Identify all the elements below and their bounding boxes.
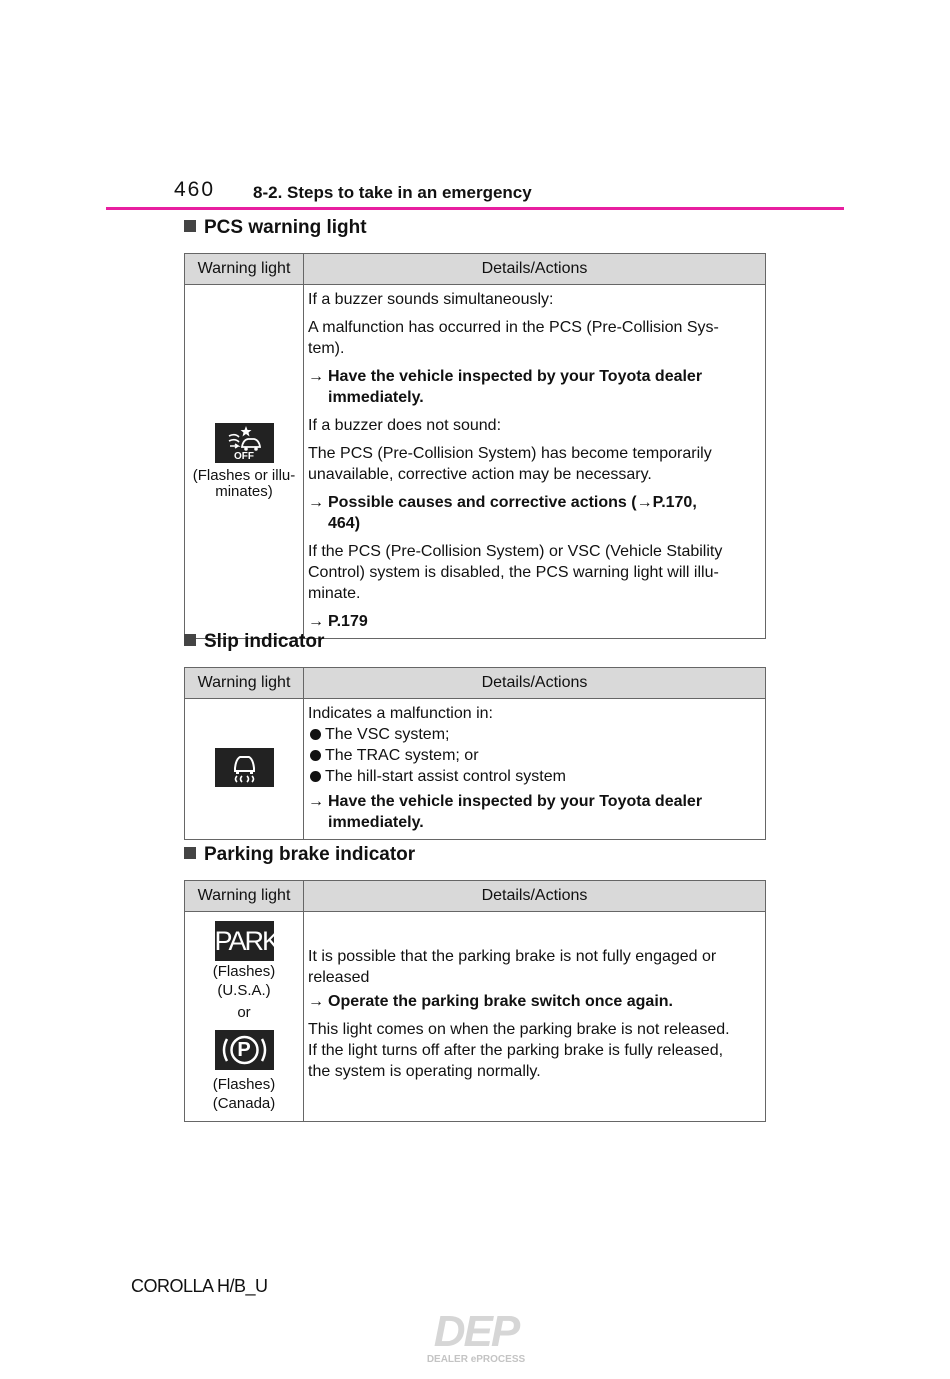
parking-line-1: It is possible that the parking brake is not fully engaged or released [308, 948, 717, 986]
pcs-line-2: A malfunction has occurred in the PCS (Pre-Collision Sys- tem). [308, 319, 719, 357]
svg-text:DEALER ePROCESS: DEALER ePROCESS [426, 1354, 526, 1365]
pcs-details [304, 285, 766, 639]
col-details: Details/Actions [304, 881, 766, 912]
slip-bullet: The VSC system; [308, 724, 761, 745]
parking-details [304, 912, 766, 1122]
parking-icon-cell [185, 912, 304, 1122]
parking-line-2: This light comes on when the parking brake is not released. If the light turns off after the parking brake is fully released, the system is operating normally. [308, 1021, 730, 1080]
parking-brake-p-icon: P [215, 1030, 274, 1070]
pcs-icon-caption: (Flashes or illu- minates) [192, 467, 296, 500]
pcs-line-3: If a buzzer does not sound: [308, 417, 502, 434]
page-ref-link[interactable]: P.170, [652, 494, 697, 511]
page-ref-link[interactable]: P.179 [328, 613, 368, 630]
arrow-icon: → [308, 793, 324, 810]
pcs-action-1: → Have the vehicle inspected by your Toyota dealer immediately. [308, 368, 703, 406]
square-bullet-icon [184, 220, 196, 232]
model-code: COROLLA H/B_U [131, 1276, 268, 1296]
col-warning-light: Warning light [185, 668, 304, 699]
slip-bullet: The hill-start assist control system [308, 766, 761, 787]
col-warning-light: Warning light [185, 881, 304, 912]
pcs-icon-cell [185, 285, 304, 639]
header-rule [106, 207, 844, 210]
parking-table [184, 880, 766, 1122]
slip-bullet: The TRAC system; or [308, 745, 761, 766]
pcs-action-2: → Possible causes and corrective actions (→P.170, 464) [308, 494, 697, 532]
bullet-dot-icon [310, 729, 321, 740]
slip-details [304, 699, 766, 840]
arrow-icon: → [308, 993, 324, 1010]
pcs-heading: PCS warning light [184, 217, 367, 239]
col-details: Details/Actions [304, 254, 766, 285]
slip-table [184, 667, 766, 840]
slip-action: → Have the vehicle inspected by your Toyota dealer immediately. [308, 793, 703, 831]
pcs-action-3 [308, 611, 761, 632]
pcs-off-icon [215, 423, 274, 463]
svg-text:DEP: DEP [433, 1310, 519, 1356]
slip-intro: Indicates a malfunction in: [308, 705, 493, 722]
pcs-line-5: If the PCS (Pre-Collision System) or VSC (Vehicle Stability Control) system is disabled, the PCS warning light will illu- minate. [308, 543, 723, 602]
parking-heading: Parking brake indicator [184, 844, 415, 866]
bullet-dot-icon [310, 771, 321, 782]
square-bullet-icon [184, 847, 196, 859]
pcs-table [184, 253, 766, 639]
arrow-icon: → [308, 613, 324, 630]
canada-caption: (Flashes) (Canada) [212, 1076, 276, 1112]
arrow-icon: → [308, 368, 324, 385]
square-bullet-icon [184, 634, 196, 646]
arrow-icon: → [308, 494, 324, 511]
col-details: Details/Actions [304, 668, 766, 699]
off-label: OFF [234, 451, 254, 462]
slip-icon-cell [185, 699, 304, 840]
park-icon: PARK [215, 921, 274, 961]
dealer-eprocess-logo [406, 1310, 546, 1366]
slip-indicator-icon [215, 748, 274, 787]
col-warning-light: Warning light [185, 254, 304, 285]
pcs-line-4: The PCS (Pre-Collision System) has become temporarily unavailable, corrective action may be necessary. [308, 445, 712, 483]
section-title: 8-2. Steps to take in an emergency [253, 183, 532, 202]
usa-caption: (Flashes) (U.S.A.) [212, 963, 276, 999]
slip-heading: Slip indicator [184, 631, 324, 653]
pcs-line-1: If a buzzer sounds simultaneously: [308, 291, 554, 308]
bullet-dot-icon [310, 750, 321, 761]
parking-action: → Operate the parking brake switch once again. [308, 993, 673, 1010]
page-number: 460 [174, 178, 216, 201]
or-label: or [237, 1004, 251, 1021]
